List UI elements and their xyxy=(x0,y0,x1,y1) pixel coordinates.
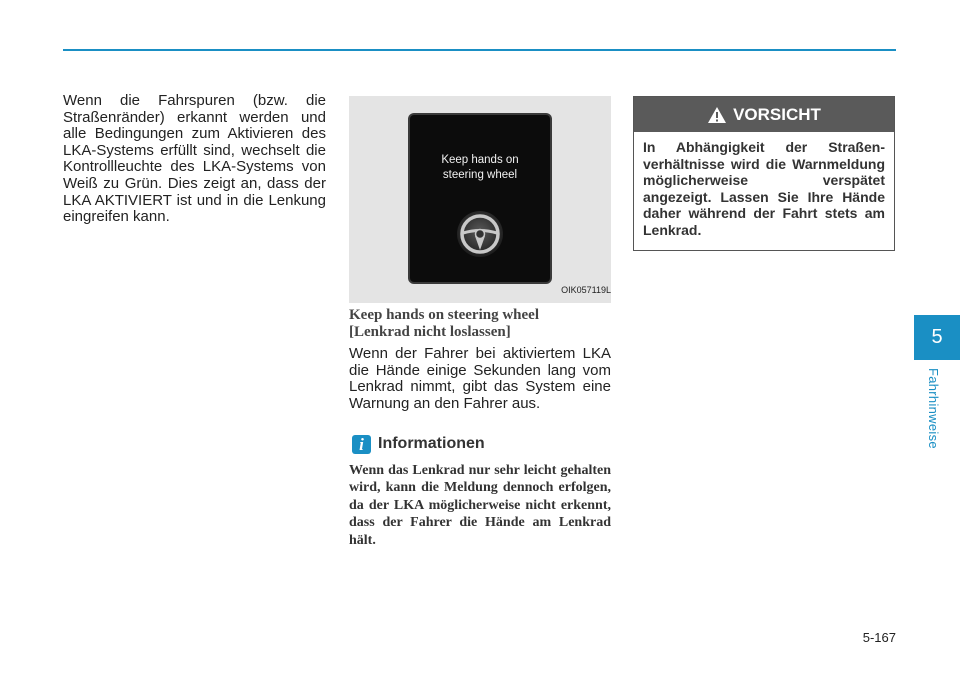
info-heading xyxy=(352,433,485,455)
info-icon: i xyxy=(352,435,371,454)
page-number: 5-167 xyxy=(862,630,896,645)
screen-message-line2: steering wheel xyxy=(442,169,518,181)
section-heading-line1: Keep hands on steering wheel xyxy=(349,307,540,323)
warning-triangle-icon xyxy=(707,106,727,124)
caution-box xyxy=(633,96,895,251)
caution-title: VORSICHT xyxy=(733,104,821,124)
cluster-screen xyxy=(410,115,550,282)
warning-description: Wenn der Fahrer bei aktiviertem LKA die Hände einige Sekunden lang vom Lenkrad nimmt, gibt das System eine Warnung an den Fahrer aus. xyxy=(349,345,611,412)
chapter-label: Fahrhinweise xyxy=(926,368,941,449)
caution-body: In Abhängigkeit der Straßenverhältnisse wird die Warnmeldung möglicherweise verspätet angezeigt. Lassen Sie Ihre Hände daher während der Fahrt stets am Lenkrad. xyxy=(643,139,885,238)
steering-wheel-icon xyxy=(455,209,505,259)
chapter-number-tab: 5 xyxy=(914,315,960,360)
header-rule xyxy=(63,49,896,51)
screen-message xyxy=(410,153,550,183)
figure-code: OIK057119L xyxy=(561,285,611,295)
lka-activation-paragraph: Wenn die Fahrspuren (bzw. die Straßenränder) erkannt werden und alle Bedingungen zum Aktivieren des LKA-Systems erfüllt sind, wechselt die Kontrollleuchte des LKA-Systems von Weiß zu Grün. Dies zeigt an, dass der LKA AKTIVIERT ist und in die Lenkung eingreifen kann. xyxy=(63,92,326,226)
section-heading-line2: [Lenkrad nicht loslassen] xyxy=(349,324,511,340)
section-heading xyxy=(349,307,619,341)
caution-header xyxy=(634,97,894,132)
info-title: Informationen xyxy=(378,435,485,452)
screen-message-line1: Keep hands on xyxy=(441,154,519,166)
cluster-display-figure xyxy=(349,96,611,303)
info-body: Wenn das Lenkrad nur sehr leicht gehalten wird, kann die Meldung dennoch erfolgen, da der LKA möglicherweise nicht erkennt, dass der Fahrer die Hände am Lenkrad hält. xyxy=(349,463,611,548)
